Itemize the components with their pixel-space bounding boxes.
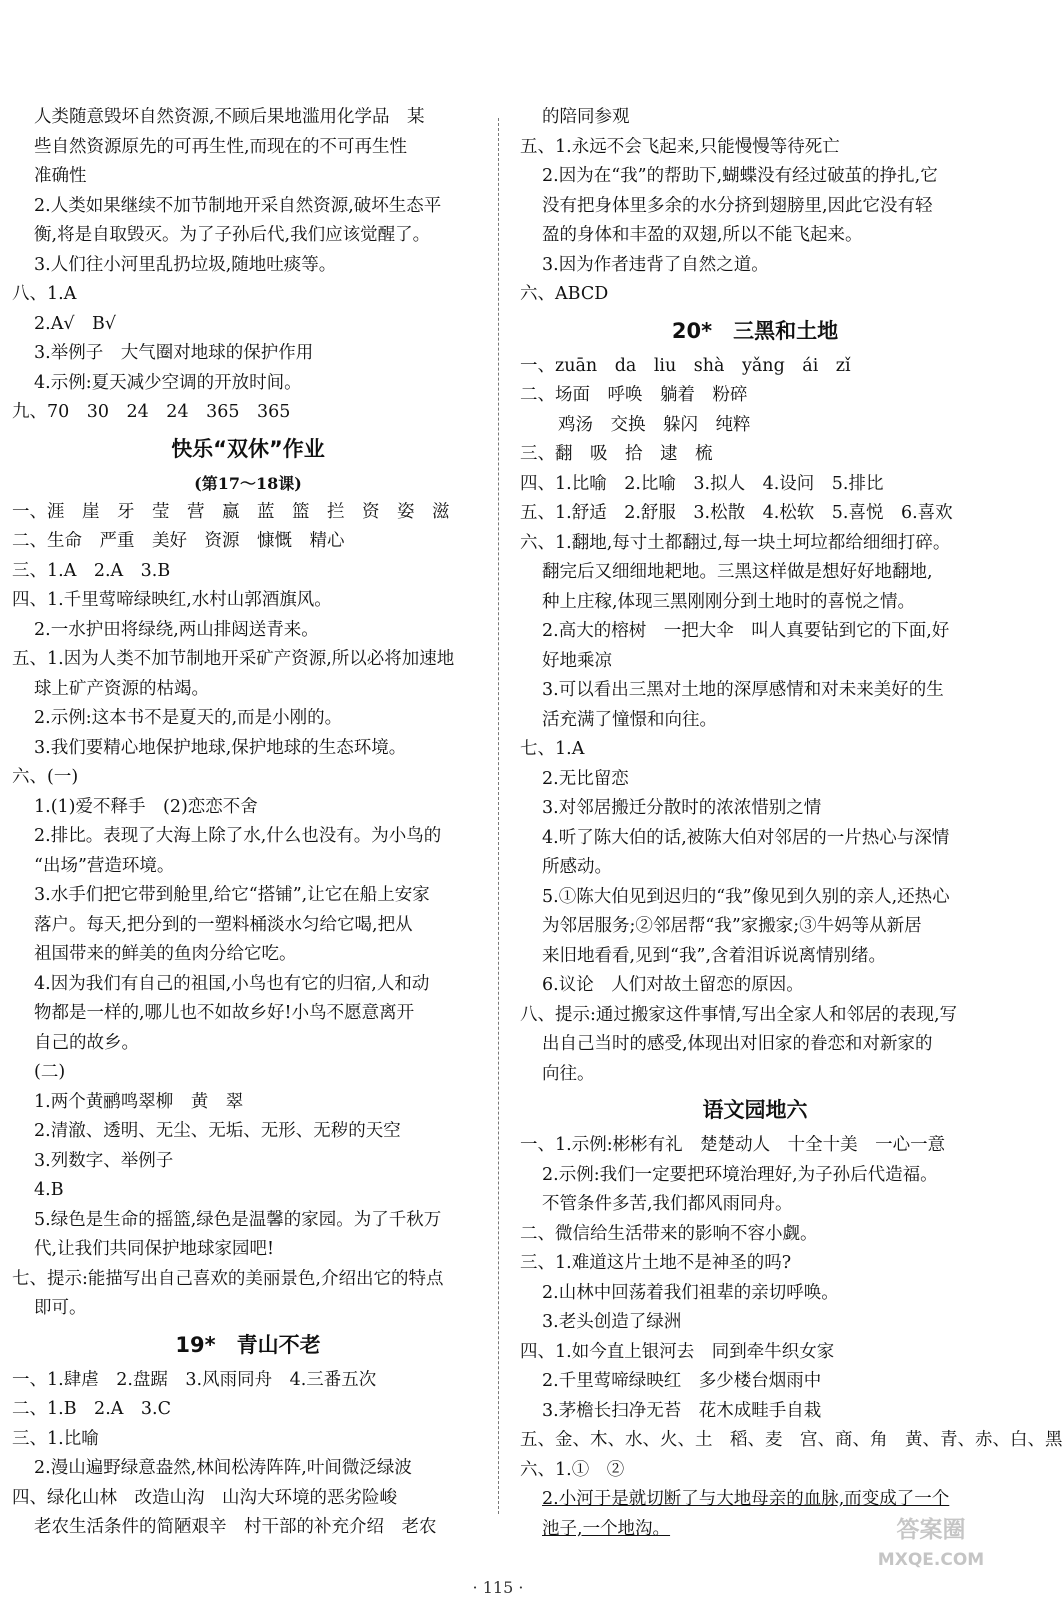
answer-line: 2.因为在“我”的帮助下,蝴蝶没有经过破茧的挣扎,它 (542, 166, 938, 186)
watermark-logo (872, 1512, 990, 1592)
answer-line: 3.人们往小河里乱扔垃圾,随地吐痰等。 (34, 254, 337, 275)
section-heading: 快乐“双休”作业 (171, 436, 325, 461)
answer-line: 所感动。 (542, 857, 612, 877)
answer-line: 老农生活条件的简陋艰辛 村干部的补充介绍 老农 (34, 1517, 437, 1537)
answer-line: 好地乘凉 (542, 650, 612, 671)
answer-line: 人类随意毁坏自然资源,不顾后果地滥用化学品 某 (34, 107, 425, 127)
answer-line: 五、1.因为人类不加节制地开采矿产资源,所以必将加速地 (12, 649, 455, 669)
answer-line: 四、1.千里莺啼绿映红,水村山郭酒旗风。 (12, 590, 332, 610)
answer-line: 落户。每天,把分到的一塑料桶淡水匀给它喝,把从 (34, 914, 413, 935)
answer-line: 六、1.① ② (520, 1459, 625, 1480)
answer-line: 2.小河于是就切断了与大地母亲的血脉,而变成了一个 (542, 1489, 950, 1509)
answer-line: 2.一水护田将绿绕,两山排闼送青来。 (34, 619, 319, 640)
answer-line: 4.示例:夏天减少空调的开放时间。 (34, 372, 302, 393)
answer-line: 六、1.翻地,每寸土都翻过,每一块土坷垃都给细细打碎。 (520, 532, 951, 553)
answer-line: 2.清澈、透明、无尘、无垢、无形、无秽的天空 (34, 1121, 401, 1141)
answer-line: 3.对邻居搬迁分散时的浓浓惜别之情 (542, 798, 822, 818)
column-divider (498, 118, 499, 1514)
answer-line: 自己的故乡。 (34, 1032, 139, 1053)
answer-line: 三、1.比喻 (12, 1428, 99, 1449)
answer-line: 九、70 30 24 24 365 365 (12, 402, 291, 422)
answer-line: 些自然资源原先的可再生性,而现在的不可再生性 (34, 136, 408, 157)
answer-line: 2.人类如果继续不加节制地开采自然资源,破坏生态平 (34, 195, 442, 216)
answer-line: 八、提示:通过搬家这件事情,写出全家人和邻居的表现,写 (520, 1004, 958, 1025)
answer-line: 6.议论 人们对故土留恋的原因。 (542, 975, 804, 995)
answer-line: 球上矿产资源的枯竭。 (34, 678, 209, 699)
answer-line: 2.A√ B√ (34, 313, 116, 334)
answer-line: 二、微信给生活带来的影响不容小觑。 (520, 1223, 818, 1244)
answer-line: 二、生命 严重 美好 资源 慷慨 精心 (12, 531, 345, 551)
watermark-line2: MXQE.COM (877, 1550, 985, 1570)
answer-line: 种上庄稼,体现三黑刚刚分到土地时的喜悦之情。 (542, 591, 916, 612)
answer-line: 池子,一个地沟。 (542, 1518, 671, 1539)
answer-line: 的陪同参观 (542, 107, 630, 127)
answer-line: 翻完后又细细地耙地。三黑这样做是想好好地翻地, (542, 562, 933, 582)
answer-line: 2.高大的榕树 一把大伞 叫人真要钻到它的下面,好 (542, 621, 950, 641)
answer-line: 1.两个黄鹂鸣翠柳 黄 翠 (34, 1091, 244, 1112)
section-heading: 20* 三黑和土地 (671, 318, 839, 343)
section-heading: 语文园地六 (702, 1098, 808, 1122)
answer-line: 七、提示:能描写出自己喜欢的美丽景色,介绍出它的特点 (12, 1268, 444, 1289)
answer-line: 衡,将是自取毁灭。为了子孙后代,我们应该觉醒了。 (34, 225, 431, 245)
answer-line: 四、1.如今直上银河去 同到牵牛织女家 (520, 1341, 835, 1362)
answer-line: 2.示例:我们一定要把环境治理好,为子孙后代造福。 (542, 1164, 938, 1185)
answer-line: 没有把身体里多余的水分挤到翅膀里,因此它没有轻 (542, 195, 933, 216)
answer-line: 八、1.A (12, 284, 77, 304)
answer-line: 三、翻 吸 拾 逮 梳 (520, 444, 713, 464)
answer-line: 3.因为作者违背了自然之道。 (542, 254, 769, 275)
answer-line: 不管条件多苦,我们都风雨同舟。 (542, 1194, 793, 1214)
answer-line: 2.无比留恋 (542, 768, 629, 789)
answer-line: 准确性 (34, 166, 87, 186)
answer-line: 4.因为我们有自己的祖国,小鸟也有它的归宿,人和动 (34, 973, 430, 994)
answer-line: 2.漫山遍野绿意盎然,林间松涛阵阵,叶间微泛绿波 (34, 1458, 412, 1478)
right-column (520, 103, 1063, 1544)
answer-line: 一、涯 崖 牙 莹 营 嬴 蓝 篮 拦 资 姿 滋 (12, 501, 450, 522)
answer-line: 五、1.永远不会飞起来,只能慢慢等待死亡 (520, 136, 840, 157)
left-column (12, 103, 484, 1543)
answer-line: 二、1.B 2.A 3.C (12, 1399, 171, 1419)
answer-line: 4.B (34, 1180, 64, 1200)
answer-line: 盈的身体和丰盈的双翅,所以不能飞起来。 (542, 225, 863, 245)
answer-line: 3.举例子 大气圈对地球的保护作用 (34, 343, 314, 363)
answer-line: 5.①陈大伯见到迟归的“我”像见到久别的亲人,还热心 (542, 886, 950, 907)
answer-line: 2.排比。表现了大海上除了水,什么也没有。为小鸟的 (34, 826, 442, 846)
section-heading: 19* 青山不老 (175, 1332, 321, 1357)
answer-line: 1.(1)爱不释手 (2)恋恋不舍 (34, 796, 258, 817)
answer-line: 2.示例:这本书不是夏天的,而是小刚的。 (34, 708, 343, 728)
answer-line: 3.老头创造了绿洲 (542, 1312, 682, 1332)
answer-line: 六、ABCD (520, 284, 609, 304)
answer-line: 六、(一) (12, 767, 79, 787)
answer-line: 鸡汤 交换 躲闪 纯粹 (558, 414, 751, 435)
answer-line: (二) (34, 1062, 66, 1082)
answer-line: 活充满了憧憬和向往。 (542, 709, 717, 730)
answer-line: 来旧地看看,见到“我”,含着泪诉说离情别绪。 (542, 945, 887, 966)
answer-line: 3.列数字、举例子 (34, 1150, 174, 1171)
answer-line: 五、1.舒适 2.舒服 3.松散 4.松软 5.喜悦 6.喜欢 (520, 503, 953, 523)
answer-line: 为邻居服务;②邻居帮“我”家搬家;③牛妈等从新居 (542, 916, 922, 936)
answer-line: “出场”营造环境。 (34, 855, 175, 876)
answer-line: 2.千里莺啼绿映红 多少楼台烟雨中 (542, 1371, 822, 1391)
page-number: · 115 · (472, 1578, 524, 1597)
answer-line: 一、zuān da liu shà yǎng ái zǐ (520, 355, 851, 376)
answer-line: 2.山林中回荡着我们祖辈的亲切呼唤。 (542, 1282, 839, 1303)
answer-line: 3.我们要精心地保护地球,保护地球的生态环境。 (34, 737, 407, 758)
answer-line: 四、绿化山林 改造山沟 山沟大环境的恶劣险峻 (12, 1487, 397, 1508)
answer-line: 物都是一样的,哪儿也不如故乡好!小鸟不愿意离开 (34, 1003, 415, 1023)
answer-line: 代,让我们共同保护地球家园吧! (34, 1239, 275, 1259)
answer-line: 5.绿色是生命的摇篮,绿色是温馨的家园。为了千秋万 (34, 1209, 442, 1230)
answer-line: 三、1.A 2.A 3.B (12, 560, 171, 581)
answer-line: 出自己当时的感受,体现出对旧家的眷恋和对新家的 (542, 1034, 933, 1054)
answer-line: 3.水手们把它带到舱里,给它“搭铺”,让它在船上安家 (34, 885, 430, 905)
answer-line: 二、场面 呼唤 躺着 粉碎 (520, 385, 748, 405)
answer-line: 祖国带来的鲜美的鱼肉分给它吃。 (34, 944, 297, 964)
answer-line: 三、1.难道这片土地不是神圣的吗? (520, 1253, 792, 1273)
answer-line: 七、1.A (520, 739, 585, 759)
answer-line: 四、1.比喻 2.比喻 3.拟人 4.设问 5.排比 (520, 473, 884, 494)
answer-line: 向往。 (542, 1063, 595, 1084)
answer-line: 4.听了陈大伯的话,被陈大伯对邻居的一片热心与深情 (542, 827, 950, 848)
answer-line: 一、1.示例:彬彬有礼 楚楚动人 十全十美 一心一意 (520, 1135, 946, 1155)
answer-line: 五、金、木、水、火、土 稻、麦 宫、商、角 黄、青、赤、白、黑 (520, 1430, 1063, 1450)
answer-line: 即可。 (34, 1298, 87, 1318)
answer-line: 3.茅檐长扫净无苔 花木成畦手自栽 (542, 1400, 822, 1421)
answer-line: 一、1.肆虐 2.盘踞 3.风雨同舟 4.三番五次 (12, 1369, 377, 1390)
watermark-line1: 答案圈 (896, 1517, 966, 1543)
section-subheading: (第17～18课) (194, 473, 302, 493)
answer-line: 3.可以看出三黑对土地的深厚感情和对未来美好的生 (542, 680, 944, 700)
